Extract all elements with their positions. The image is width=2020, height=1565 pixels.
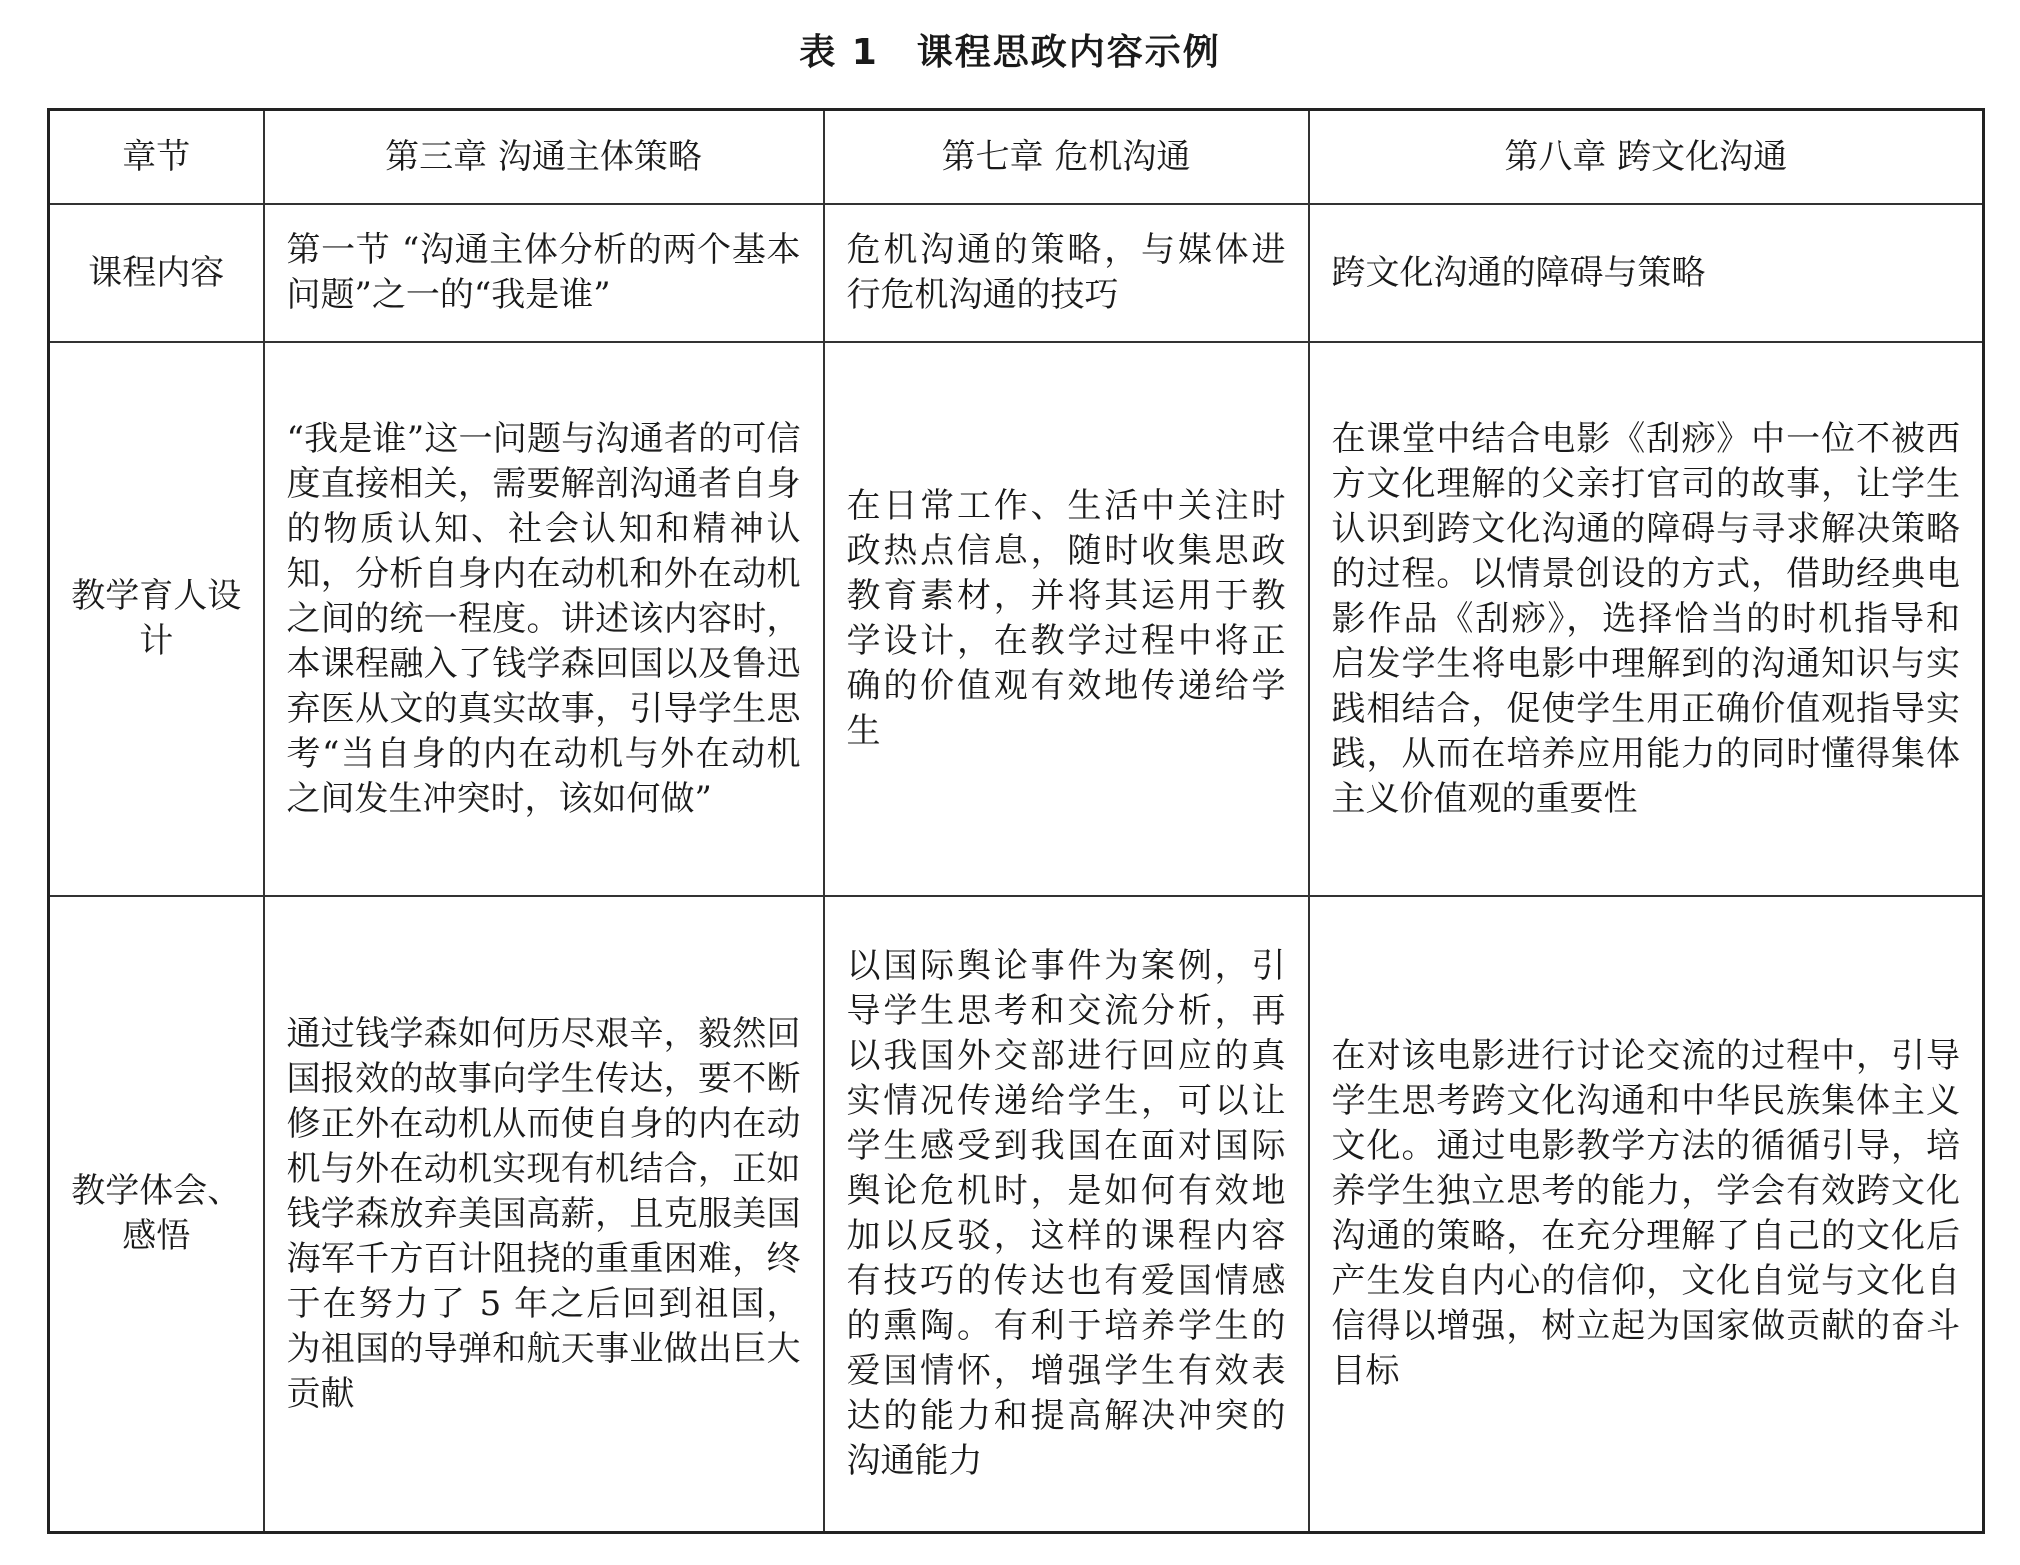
table-cell: 在课堂中结合电影《刮痧》中一位不被西方文化理解的父亲打官司的故事，让学生认识到跨文化沟通的障碍与寻求解决策略的过程。以情景创设的方式，借助经典电影作品《刮痧》，选择恰当的时机指导和启发学生将电影中理解到的沟通知识与实践相结合，促使学生用正确价值观指导实践，从而在培养应用能力的同时懂得集体主义价值观的重要性 xyxy=(1309,342,1984,896)
header-chapter-8: 第八章 跨文化沟通 xyxy=(1309,110,1984,205)
table-cell: 第一节 “沟通主体分析的两个基本问题”之一的“我是谁” xyxy=(264,204,824,342)
header-chapter-3: 第三章 沟通主体策略 xyxy=(264,110,824,205)
table-cell: 以国际舆论事件为案例，引导学生思考和交流分析，再以我国外交部进行回应的真实情况传递给学生，可以让学生感受到我国在面对国际舆论危机时，是如何有效地加以反驳，这样的课程内容有技巧的传达也有爱国情感的熏陶。有利于培养学生的爱国情怀，增强学生有效表达的能力和提高解决冲突的沟通能力 xyxy=(824,896,1309,1533)
table-row-course-content xyxy=(49,204,1984,342)
table-cell: 危机沟通的策略，与媒体进行危机沟通的技巧 xyxy=(824,204,1309,342)
table-caption: 表 1 课程思政内容示例 xyxy=(799,32,1221,73)
header-label-cell: 章节 xyxy=(49,110,264,205)
table-header-row xyxy=(49,110,1984,205)
table-cell: 跨文化沟通的障碍与策略 xyxy=(1309,204,1984,342)
table-cell: “我是谁”这一问题与沟通者的可信度直接相关，需要解剖沟通者自身的物质认知、社会认知和精神认知，分析自身内在动机和外在动机之间的统一程度。讲述该内容时，本课程融入了钱学森回国以及鲁迅弃医从文的真实故事，引导学生思考“当自身的内在动机与外在动机之间发生冲突时，该如何做” xyxy=(264,342,824,896)
row-label-teaching-design: 教学育人设计 xyxy=(49,342,264,896)
header-chapter-7: 第七章 危机沟通 xyxy=(824,110,1309,205)
table-cell: 在日常工作、生活中关注时政热点信息，随时收集思政教育素材，并将其运用于教学设计，在教学过程中将正确的价值观有效地传递给学生 xyxy=(824,342,1309,896)
row-label-teaching-reflection: 教学体会、感悟 xyxy=(49,896,264,1533)
table-cell: 通过钱学森如何历尽艰辛，毅然回国报效的故事向学生传达，要不断修正外在动机从而使自身的内在动机与外在动机实现有机结合，正如钱学森放弃美国高薪，且克服美国海军千方百计阻挠的重重困难，终于在努力了 5 年之后回到祖国，为祖国的导弹和航天事业做出巨大贡献 xyxy=(264,896,824,1533)
row-label-course-content: 课程内容 xyxy=(49,204,264,342)
table-row-teaching-design xyxy=(49,342,1984,896)
table-cell: 在对该电影进行讨论交流的过程中，引导学生思考跨文化沟通和中华民族集体主义文化。通过电影教学方法的循循引导，培养学生独立思考的能力，学会有效跨文化沟通的策略，在充分理解了自己的文化后产生发自内心的信仰，文化自觉与文化自信得以增强，树立起为国家做贡献的奋斗目标 xyxy=(1309,896,1984,1533)
table-row-teaching-reflection xyxy=(49,896,1984,1533)
course-content-table xyxy=(47,108,1985,1534)
